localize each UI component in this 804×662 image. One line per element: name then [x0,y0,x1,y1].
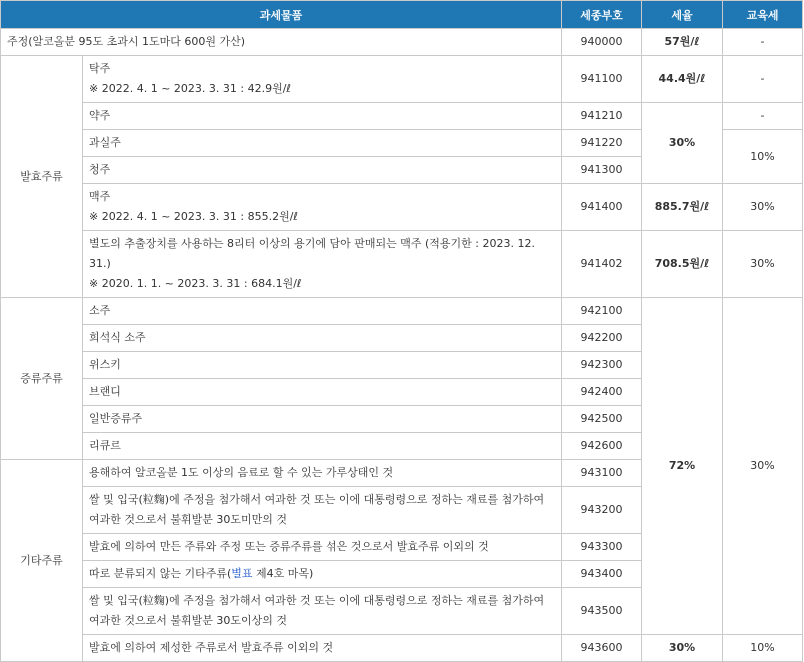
code-cell: 942600 [562,433,642,460]
edu-cell: 10% [723,635,803,662]
code-cell: 943500 [562,588,642,635]
header-code: 세종부호 [562,1,642,29]
header-edu: 교육세 [723,1,803,29]
table-row [1,103,803,130]
edu-cell: 30% [723,184,803,231]
item-cell: 발효에 의하여 제성한 주류로서 발효주류 이외의 것 [83,635,562,662]
rate-cell: 30% [642,635,723,662]
table-row [1,56,803,103]
edu-cell: 10% [723,130,803,184]
item-name: 별도의 추출장치를 사용하는 8리터 이상의 용기에 담아 판매되는 맥주 (적용기한 : 2023. 12. 31.) [89,237,535,270]
code-cell: 940000 [562,29,642,56]
item-cell [83,184,562,231]
edu-cell: - [723,29,803,56]
item-note: ※ 2020. 1. 1. ~ 2023. 3. 31 : 684.1원/ℓ [89,277,302,290]
code-cell: 943300 [562,534,642,561]
item-cell: 쌀 및 입국(粒麴)에 주정을 첨가해서 여과한 것 또는 이에 대통령령으로 정하는 재료를 첨가하여 여과한 것으로서 불휘발분 30도이상의 것 [83,588,562,635]
group-distilled: 증류주류 [1,298,83,460]
item-cell: 리큐르 [83,433,562,460]
item-cell: 희석식 소주 [83,325,562,352]
code-cell: 941220 [562,130,642,157]
item-cell: 약주 [83,103,562,130]
item-cell: 소주 [83,298,562,325]
table-row [1,29,803,56]
code-cell: 943200 [562,487,642,534]
item-cell: 발효에 의하여 만든 주류와 주정 또는 증류주류를 섞은 것으로서 발효주류 이외의 것 [83,534,562,561]
item-name: 맥주 [89,190,111,203]
code-cell: 943400 [562,561,642,588]
rate-cell: 72% [642,298,723,635]
item-cell: 위스키 [83,352,562,379]
item-cell: 브랜디 [83,379,562,406]
code-cell: 942300 [562,352,642,379]
item-cell: 과실주 [83,130,562,157]
code-cell: 941400 [562,184,642,231]
item-cell [83,56,562,103]
rate-cell: 708.5원/ℓ [642,231,723,298]
code-cell: 941100 [562,56,642,103]
item-name: 탁주 [89,62,111,75]
item-note: ※ 2022. 4. 1 ~ 2023. 3. 31 : 42.9원/ℓ [89,82,291,95]
code-cell: 941402 [562,231,642,298]
edu-cell: 30% [723,231,803,298]
item-text-pre: 따로 분류되지 않는 기타주류( [89,567,232,580]
code-cell: 942100 [562,298,642,325]
item-cell: 일반증류주 [83,406,562,433]
item-cell: 주정(알코올분 95도 초과시 1도마다 600원 가산) [1,29,562,56]
item-cell: 용해하여 알코올분 1도 이상의 음료로 할 수 있는 가루상태인 것 [83,460,562,487]
code-cell: 942400 [562,379,642,406]
code-cell: 942500 [562,406,642,433]
edu-cell: 30% [723,298,803,635]
rate-cell: 30% [642,103,723,184]
header-rate: 세율 [642,1,723,29]
item-note: ※ 2022. 4. 1 ~ 2023. 3. 31 : 855.2원/ℓ [89,210,298,223]
rate-cell: 885.7원/ℓ [642,184,723,231]
item-cell: 청주 [83,157,562,184]
item-text-post: 제4호 마목) [252,567,314,580]
item-cell [83,561,562,588]
code-cell: 943600 [562,635,642,662]
table-row [1,231,803,298]
code-cell: 942200 [562,325,642,352]
table-row [1,184,803,231]
edu-cell: - [723,103,803,130]
appendix-link[interactable]: 별표 [231,567,253,580]
code-cell: 941210 [562,103,642,130]
edu-cell: - [723,56,803,103]
code-cell: 941300 [562,157,642,184]
rate-cell: 57원/ℓ [642,29,723,56]
table-row [1,635,803,662]
item-cell: 쌀 및 입국(粒麴)에 주정을 첨가해서 여과한 것 또는 이에 대통령령으로 정하는 재료를 첨가하여 여과한 것으로서 불휘발분 30도미만의 것 [83,487,562,534]
header-row [1,1,803,29]
item-cell [83,231,562,298]
group-other: 기타주류 [1,460,83,662]
header-item: 과세물품 [1,1,562,29]
table-row [1,298,803,325]
code-cell: 943100 [562,460,642,487]
group-fermented: 발효주류 [1,56,83,298]
rate-cell: 44.4원/ℓ [642,56,723,103]
